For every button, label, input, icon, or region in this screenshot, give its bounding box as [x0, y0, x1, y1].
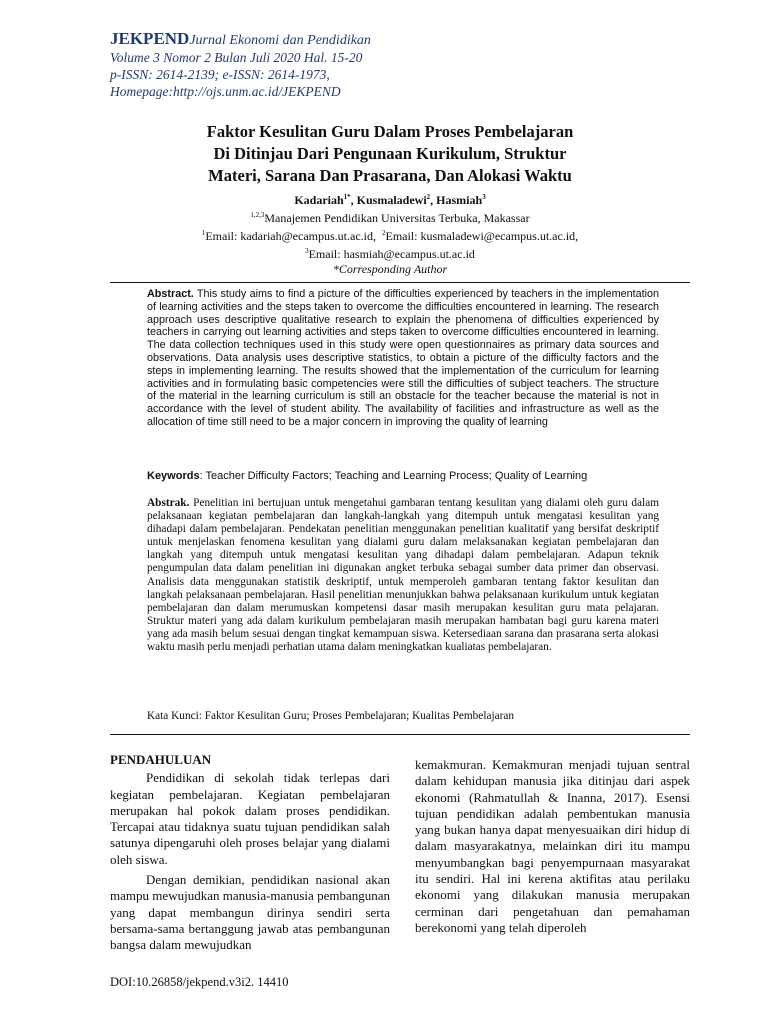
emails-line: $^1$Email: kadariah@ecampus.ut.ac.id, $^2$Email: kusmaladewi@ecampus.ut.ac.id,: [201, 229, 579, 243]
title-line-3: Materi, Sarana Dan Prasarana, Dan Alokasi Waktu: [208, 166, 572, 185]
email-3-line: $^3$Email: hasmiah@ecampus.ut.ac.id: [305, 247, 475, 261]
abstract-id-text: Penelitian ini bertujuan untuk mengetahui gambaran tentang kesulitan yang dialami oleh guru dalam pelaksanaan kegiatan pembelajaran dan langkah-langkah yang ditempuh untuk mengatasi kesulitan yang dihadapi dalam pembelajaran. Pendekatan penelitian menggunakan penelitian kualitatif yang bersifat deskriptif untuk menjelaskan fenomena kesulitan yang dialami guru dalam melaksanakan kegiatan pembelajaran dan langkah yang ditempuh untuk mengatasi kesulitan yang dihadapi dalam pembelajaran. Adapun teknik pengumpulan data dalam penelitian ini digunakan angket terbuka sebagai sumber data primer dan observasi. Analisis data menggunakan statistik deskriptif, untuk memperoleh gambaran tentang faktor kesulitan dan langkah pelaksanaan pembelajaran. Hasil penelitian menunjukkan bahwa pelaksanaan kurikulum untuk kegiatan pembelajaran dan dalam merumuskan kompetensi dasar masih merupakan kesulitan guru mata pelajaran. Struktur materi yang ada dalam kurikulum pembelajaran masih merupakan hambatan bagi guru karena materi yang ada masih belum sesuai dengan tingkat kemampuan siswa. Ketersediaan sarana dan prasarana serta alokasi waktu masih perlu menjadi perhatian utama dalam meningkatkan kualiatas pembelajaran.: [147, 497, 659, 654]
email-1[interactable]: Email: kadariah@ecampus.ut.ac.id,: [205, 229, 376, 243]
journal-homepage[interactable]: Homepage:http://ojs.unm.ac.id/JEKPEND: [110, 84, 341, 99]
email-2[interactable]: Email: kusmaladewi@ecampus.ut.ac.id,: [385, 229, 579, 243]
divider-bottom: [110, 734, 690, 735]
divider-top: [110, 282, 690, 283]
email-3[interactable]: Email: hasmiah@ecampus.ut.ac.id: [308, 247, 475, 261]
corresponding-author: *Corresponding Author: [332, 262, 448, 276]
author-block: [130, 190, 650, 277]
journal-volume: Volume 3 Nomor 2 Bulan Juli 2020 Hal. 15-20: [110, 50, 363, 65]
journal-issn: p-ISSN: 2614-2139; e-ISSN: 2614-1973,: [110, 67, 330, 82]
abstract-indonesian: [147, 497, 659, 654]
intro-right-column: [415, 757, 690, 936]
title-line-1: Faktor Kesulitan Guru Dalam Proses Pembelajaran: [206, 122, 574, 141]
title-line-2: Di Ditinjau Dari Pengunaan Kurikulum, Struktur: [213, 144, 567, 163]
author-2: Kusmaladewi: [356, 193, 427, 207]
intro-paragraph-3: kemakmuran. Kemakmuran menjadi tujuan sentral dalam kehidupan manusia jika ditinjau dari aspek ekonomi (Rahmatullah & Inanna, 2017). Esensi tujuan pendidikan adalah pembentukan manusia yang bukan hanya dapat menyesuaikan diri hidup di dalam masyarakatnya, melainkan diri itu mampu menyumbangkan bagi penyempurnaan masyarakat itu sendiri. Hal ini kerena aktifitas atau perilaku ekonomi yang dilakukan manusia merupakan cerminan dari pengetahuan dan pemahaman berekonomi yang telah diperoleh: [415, 757, 690, 935]
keywords-english: [147, 470, 659, 482]
intro-paragraph-2: Dengan demikian, pendidikan nasional akan mampu mewujudkan manusia-manusia pembangunan yang dapat membangun dirinya sendiri serta bersama-sama bertanggung jawab atas pembangunan bangsa dalam mewujudkan: [110, 872, 390, 953]
author-1: Kadariah: [294, 193, 344, 207]
affiliation: $^{1,2,3}$Manajemen Pendidikan Universitas Terbuka, Makassar: [250, 211, 530, 225]
journal-header: [110, 30, 371, 100]
keywords-indonesian: Kata Kunci: Faktor Kesulitan Guru; Proses Pembelajaran; Kualitas Pembelajaran: [147, 710, 515, 722]
abstract-id-label: Abstrak.: [147, 497, 190, 509]
intro-paragraph-1: Pendidikan di sekolah tidak terlepas dari kegiatan pembelajaran. Kegiatan pembelajaran merupakan hal pokok dalam proses pendidikan. Tercapai atau tidaknya suatu tujuan pendidikan salah satunya dipengaruhi oleh proses belajar yang dialami oleh siswa.: [110, 770, 390, 867]
article-title: [130, 121, 650, 187]
abstract-en-label: Abstract.: [147, 288, 194, 300]
journal-brand: JEKPEND: [110, 29, 190, 48]
section-heading: PENDAHULUAN: [110, 752, 212, 767]
journal-name: Jurnal Ekonomi dan Pendidikan: [189, 33, 371, 48]
abstract-english: [147, 288, 659, 429]
abstract-en-text: This study aims to find a picture of the difficulties experienced by teachers in the implementation of learning activities and the steps taken to overcome the difficulties encountered in learning. The research approach uses descriptive qualitative research to explain the phenomena of difficulties experienced by teachers in carrying out learning activities and steps taken to overcome difficulties encountered in learning. The data collection techniques used in this study were open questionnaires as primary data sources and observations. Data analysis uses descriptive statistics, to obtain a picture of the difficulty factors and the steps in implementing learning. The results showed that the implementation of the curriculum for learning activities and in formulating basic competencies were still the difficulties of subject teachers. The structure of the material in the learning curriculum is still an obstacle for the teacher because the material is not in accordance with the level of student ability. The availability of facilities and infrastructure as well as the allocation of time still need to be a major concern in improving the quality of learning: [147, 288, 659, 428]
keywords-en-label: Keywords: [147, 470, 200, 482]
doi-footer[interactable]: DOI:10.26858/jekpend.v3i2. 14410: [110, 975, 289, 989]
author-names: Kadariah$^{1*}$, Kusmaladewi$^2$, Hasmiah$^3$: [294, 193, 486, 207]
intro-left-column: [110, 752, 390, 954]
author-3: Hasmiah: [436, 193, 483, 207]
keywords-en-text: : Teacher Difficulty Factors; Teaching and Learning Process; Quality of Learning: [199, 470, 588, 482]
